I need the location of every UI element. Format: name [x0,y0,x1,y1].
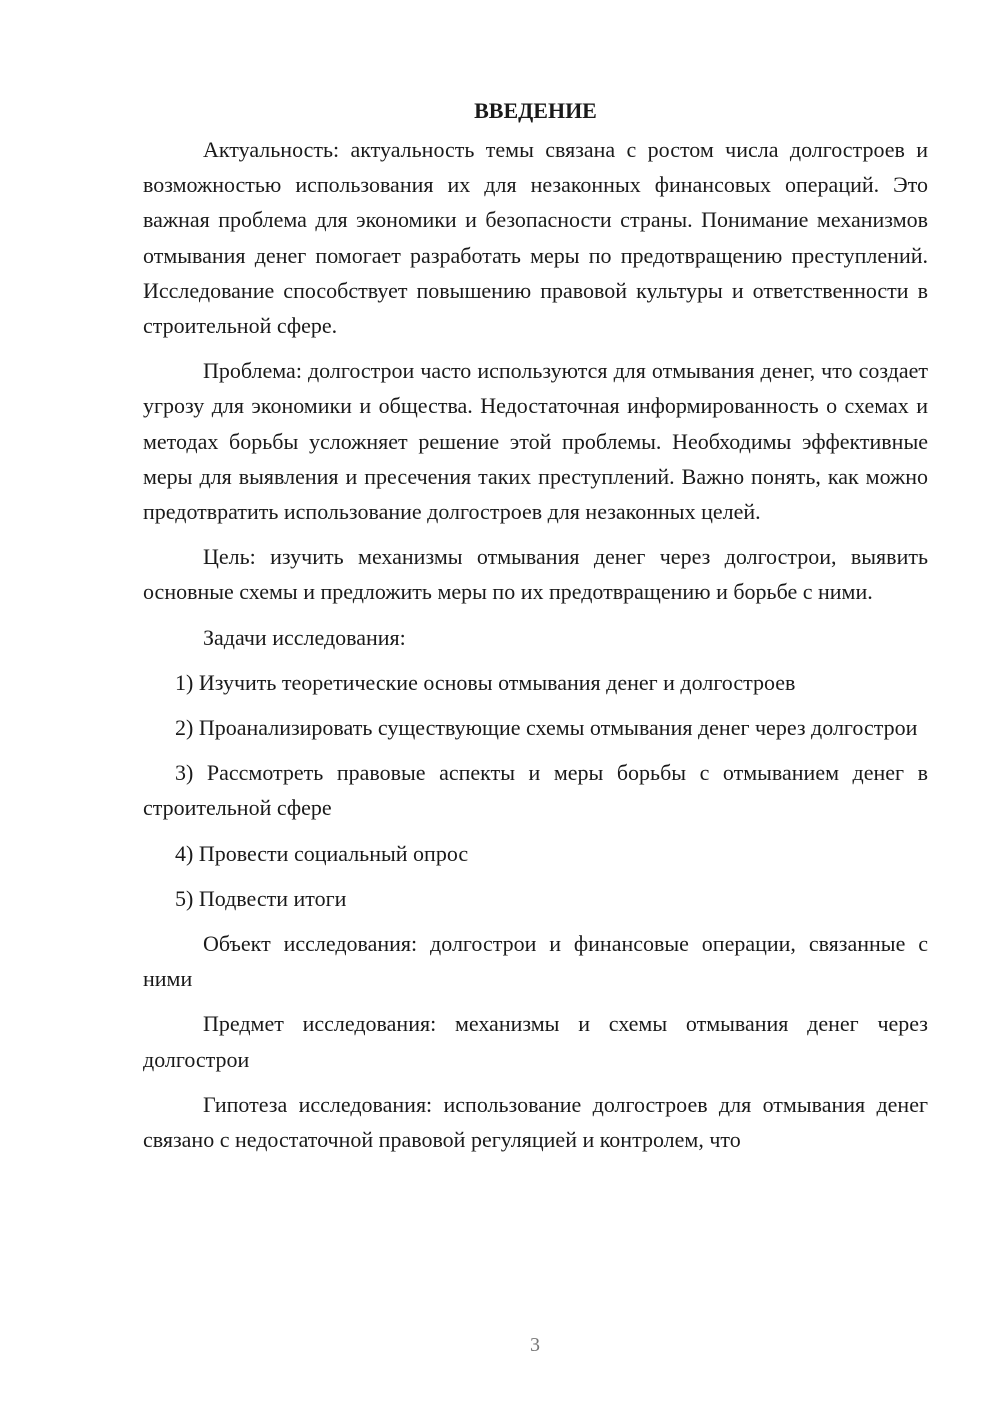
tasks-title: Задачи исследования: [203,624,406,650]
task-item: 3) Рассмотреть правовые аспекты и меры борьбы с отмыванием денег в строительной сфере [143,760,928,821]
page-content [143,96,928,1167]
task-item: 4) Провести социальный опрос [175,840,469,866]
subject-paragraph: Предмет исследования: механизмы и схемы отмывания денег через долгострои [143,1011,928,1072]
relevance-paragraph: Актуальность: актуальность темы связана с ростом числа долгостроев и возможностью использования их для незаконных финансовых операций. Это важная проблема для экономики и безопасности страны. Понимание механизмов отмывания денег помогает разработать меры по предотвращению преступлений. Исследование способствует повышению правовой культуры и ответственности в строительной сфере. [143,137,928,339]
task-item: 1) Изучить теоретические основы отмывания денег и долгостроев [175,669,796,695]
goal-paragraph: Цель: изучить механизмы отмывания денег через долгострои, выявить основные схемы и предложить меры по их предотвращению и борьбе с ними. [143,544,928,605]
problem-paragraph: Проблема: долгострои часто используются для отмывания денег, что создает угрозу для экономики и общества. Недостаточная информированность о схемах и методах борьбы усложняет решение этой проблемы. Необходимы эффективные меры для выявления и пресечения таких преступлений. Важно понять, как можно предотвратить использование долгостроев для незаконных целей. [143,358,928,525]
section-heading: ВВЕДЕНИЕ [474,98,597,123]
task-item: 2) Проанализировать существующие схемы отмывания денег через долгострои [175,715,918,741]
page-number: 3 [530,1334,540,1356]
object-paragraph: Объект исследования: долгострои и финансовые операции, связанные с ними [143,931,928,992]
task-item: 5) Подвести итоги [175,885,347,911]
hypothesis-paragraph: Гипотеза исследования: использование долгостроев для отмывания денег связано с недостаточной правовой регуляцией и контролем, что [143,1091,928,1153]
